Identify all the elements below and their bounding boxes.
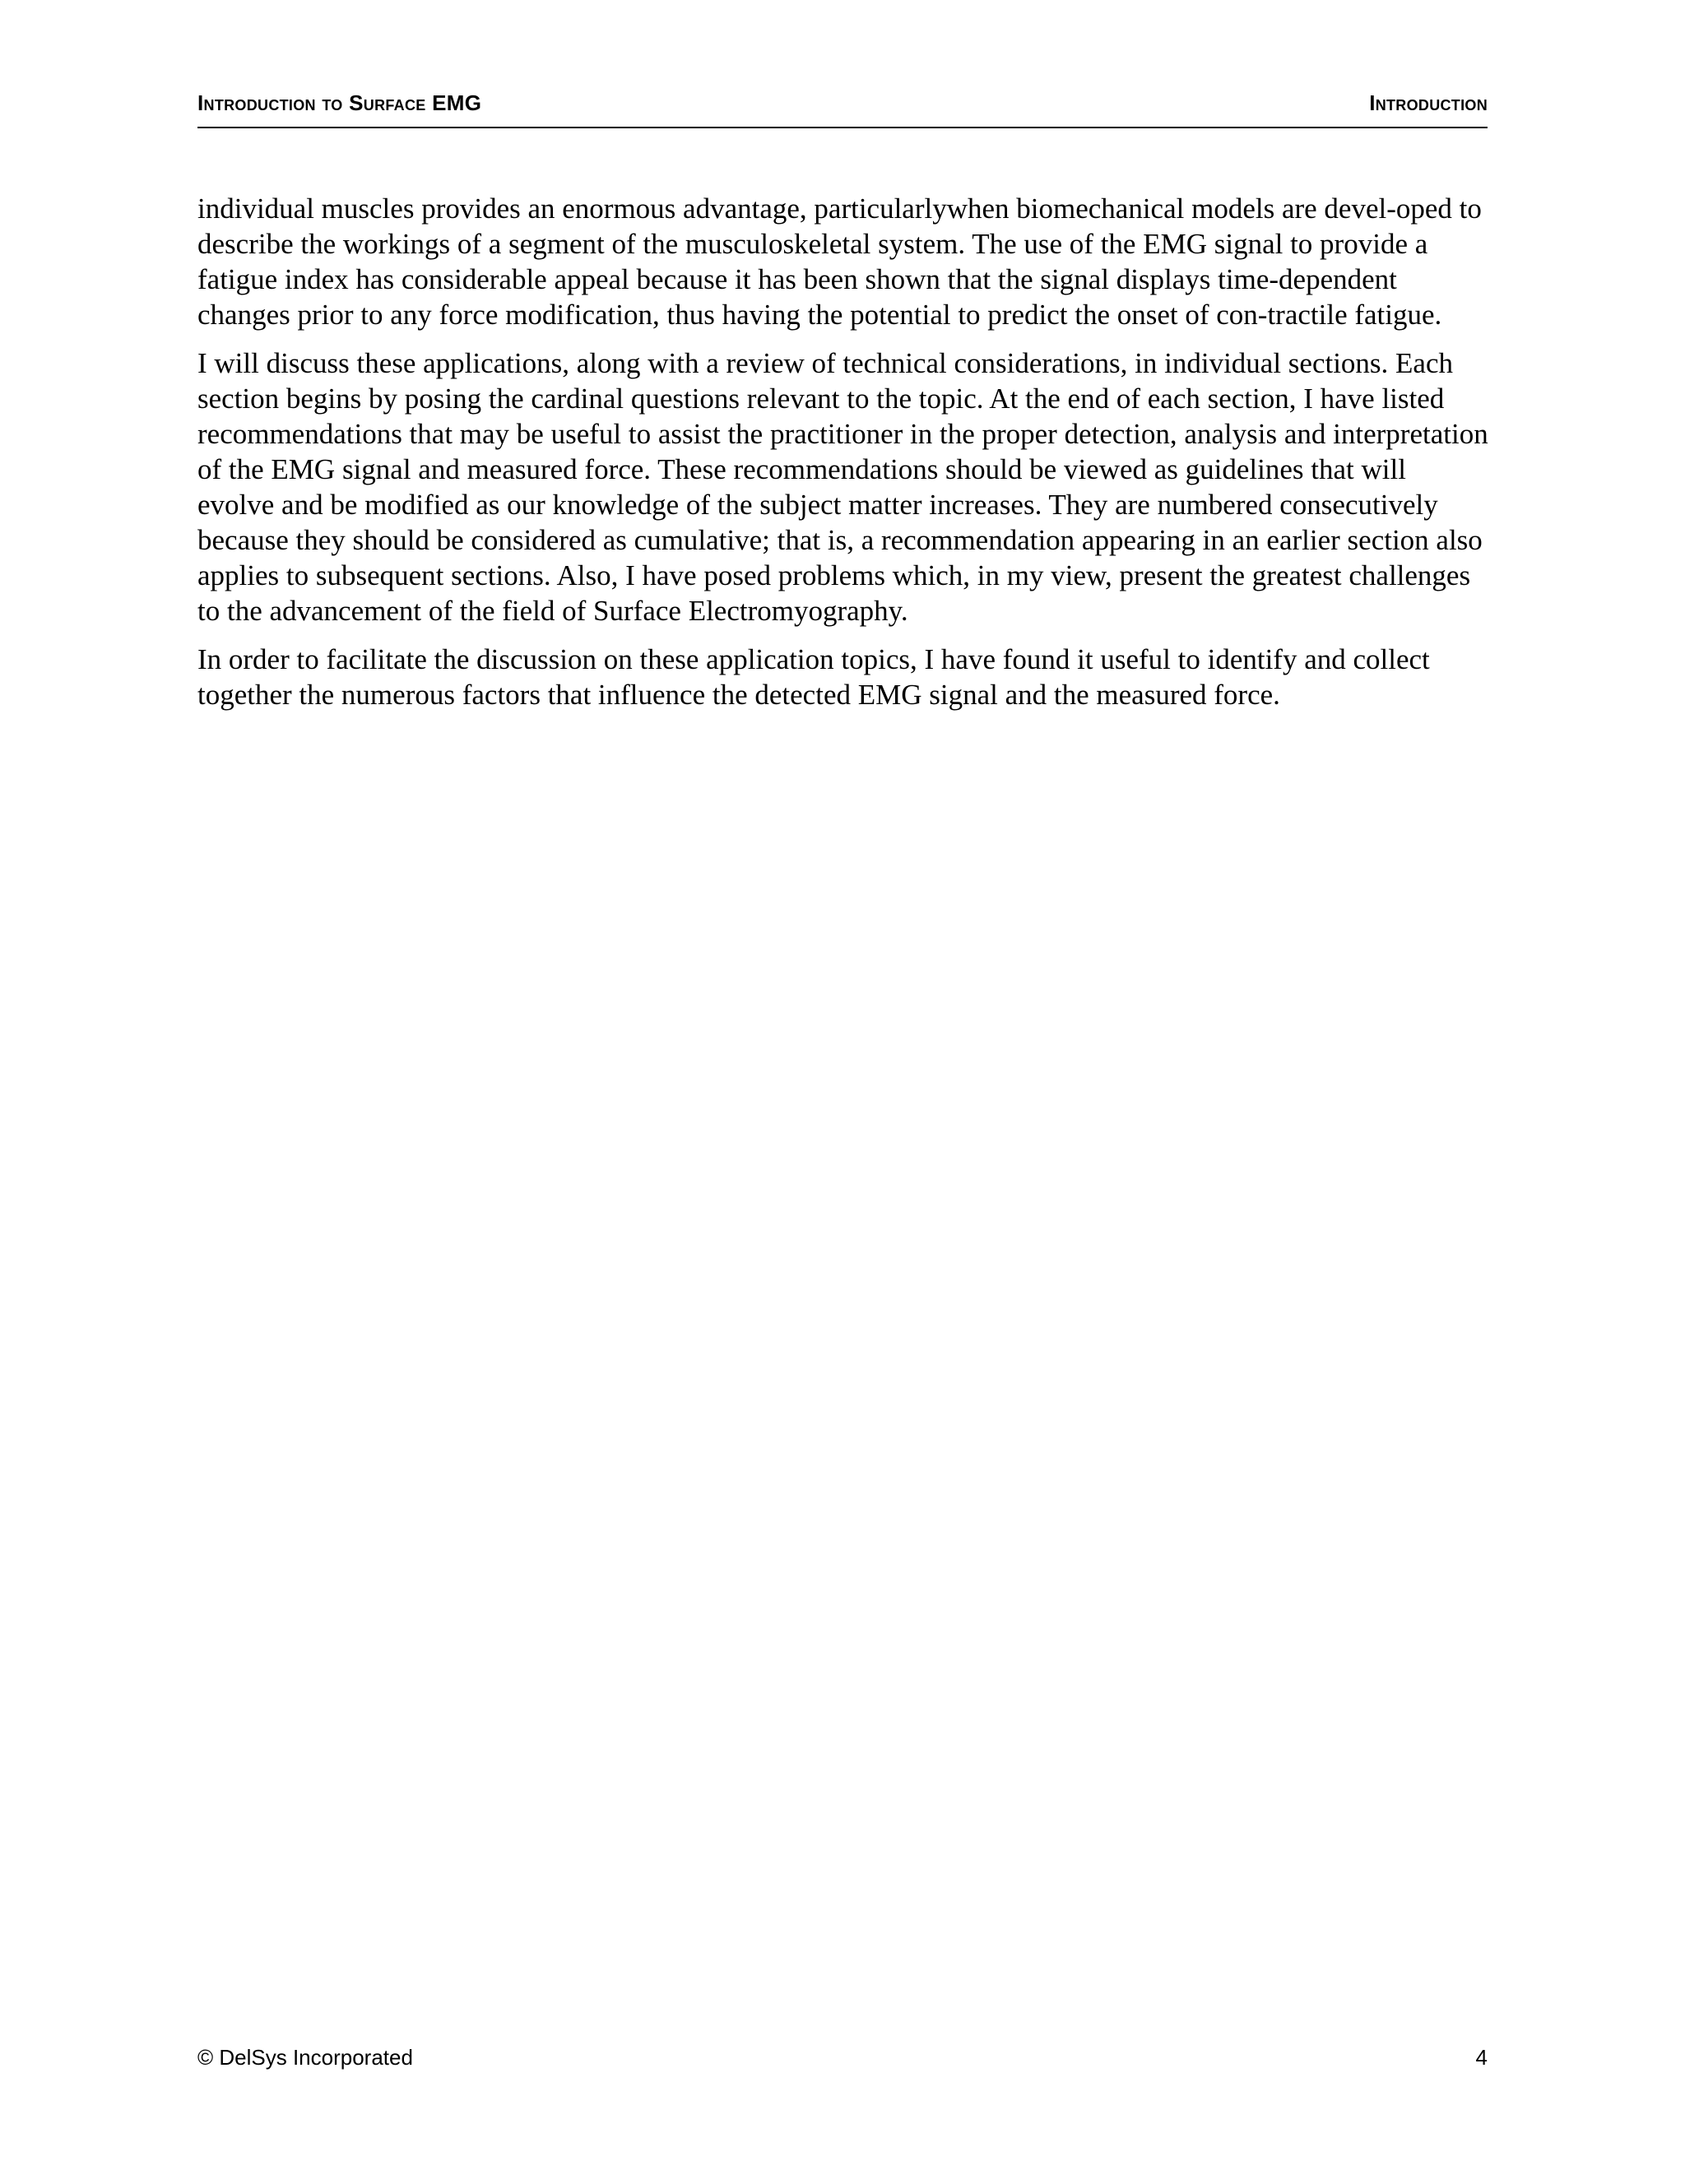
section-title: Introduction: [1369, 90, 1488, 115]
running-title: Introduction to Surface EMG: [197, 90, 482, 115]
page-number: 4: [1475, 2045, 1488, 2070]
body-text: [197, 191, 1489, 726]
copyright-notice: © DelSys Incorporated: [197, 2045, 413, 2070]
page-header: [197, 90, 1488, 128]
paragraph: individual muscles provides an enormous advantage, particularlywhen biomechanical models are devel-oped to describe the workings of a segment of the musculoskeletal system. The use of the EMG signal to provide a fatigue index has considerable appeal because it has been shown that the signal displays time-dependent changes prior to any force modification, thus having the potential to predict the onset of con-tractile fatigue.: [197, 192, 1482, 331]
paragraph: In order to facilitate the discussion on these application topics, I have found it useful to identify and collect together the numerous factors that influence the detected EMG signal and the measured force.: [197, 643, 1430, 711]
paragraph: I will discuss these applications, along with a review of technical considerations, in individual sections. Each section begins by posing the cardinal questions relevant to the topic. At the end of each section, I have listed recommendations that may be useful to assist the practitioner in the proper detection, analysis and interpretation of the EMG signal and measured force. These recommendations should be viewed as guidelines that will evolve and be modified as our knowledge of the subject matter increases. They are numbered consecutively because they should be considered as cumulative; that is, a recommendation appearing in an earlier section also applies to subsequent sections. Also, I have posed problems which, in my view, present the greatest challenges to the advancement of the field of Surface Electromyography.: [197, 347, 1488, 627]
page-footer: [197, 2045, 1488, 2078]
